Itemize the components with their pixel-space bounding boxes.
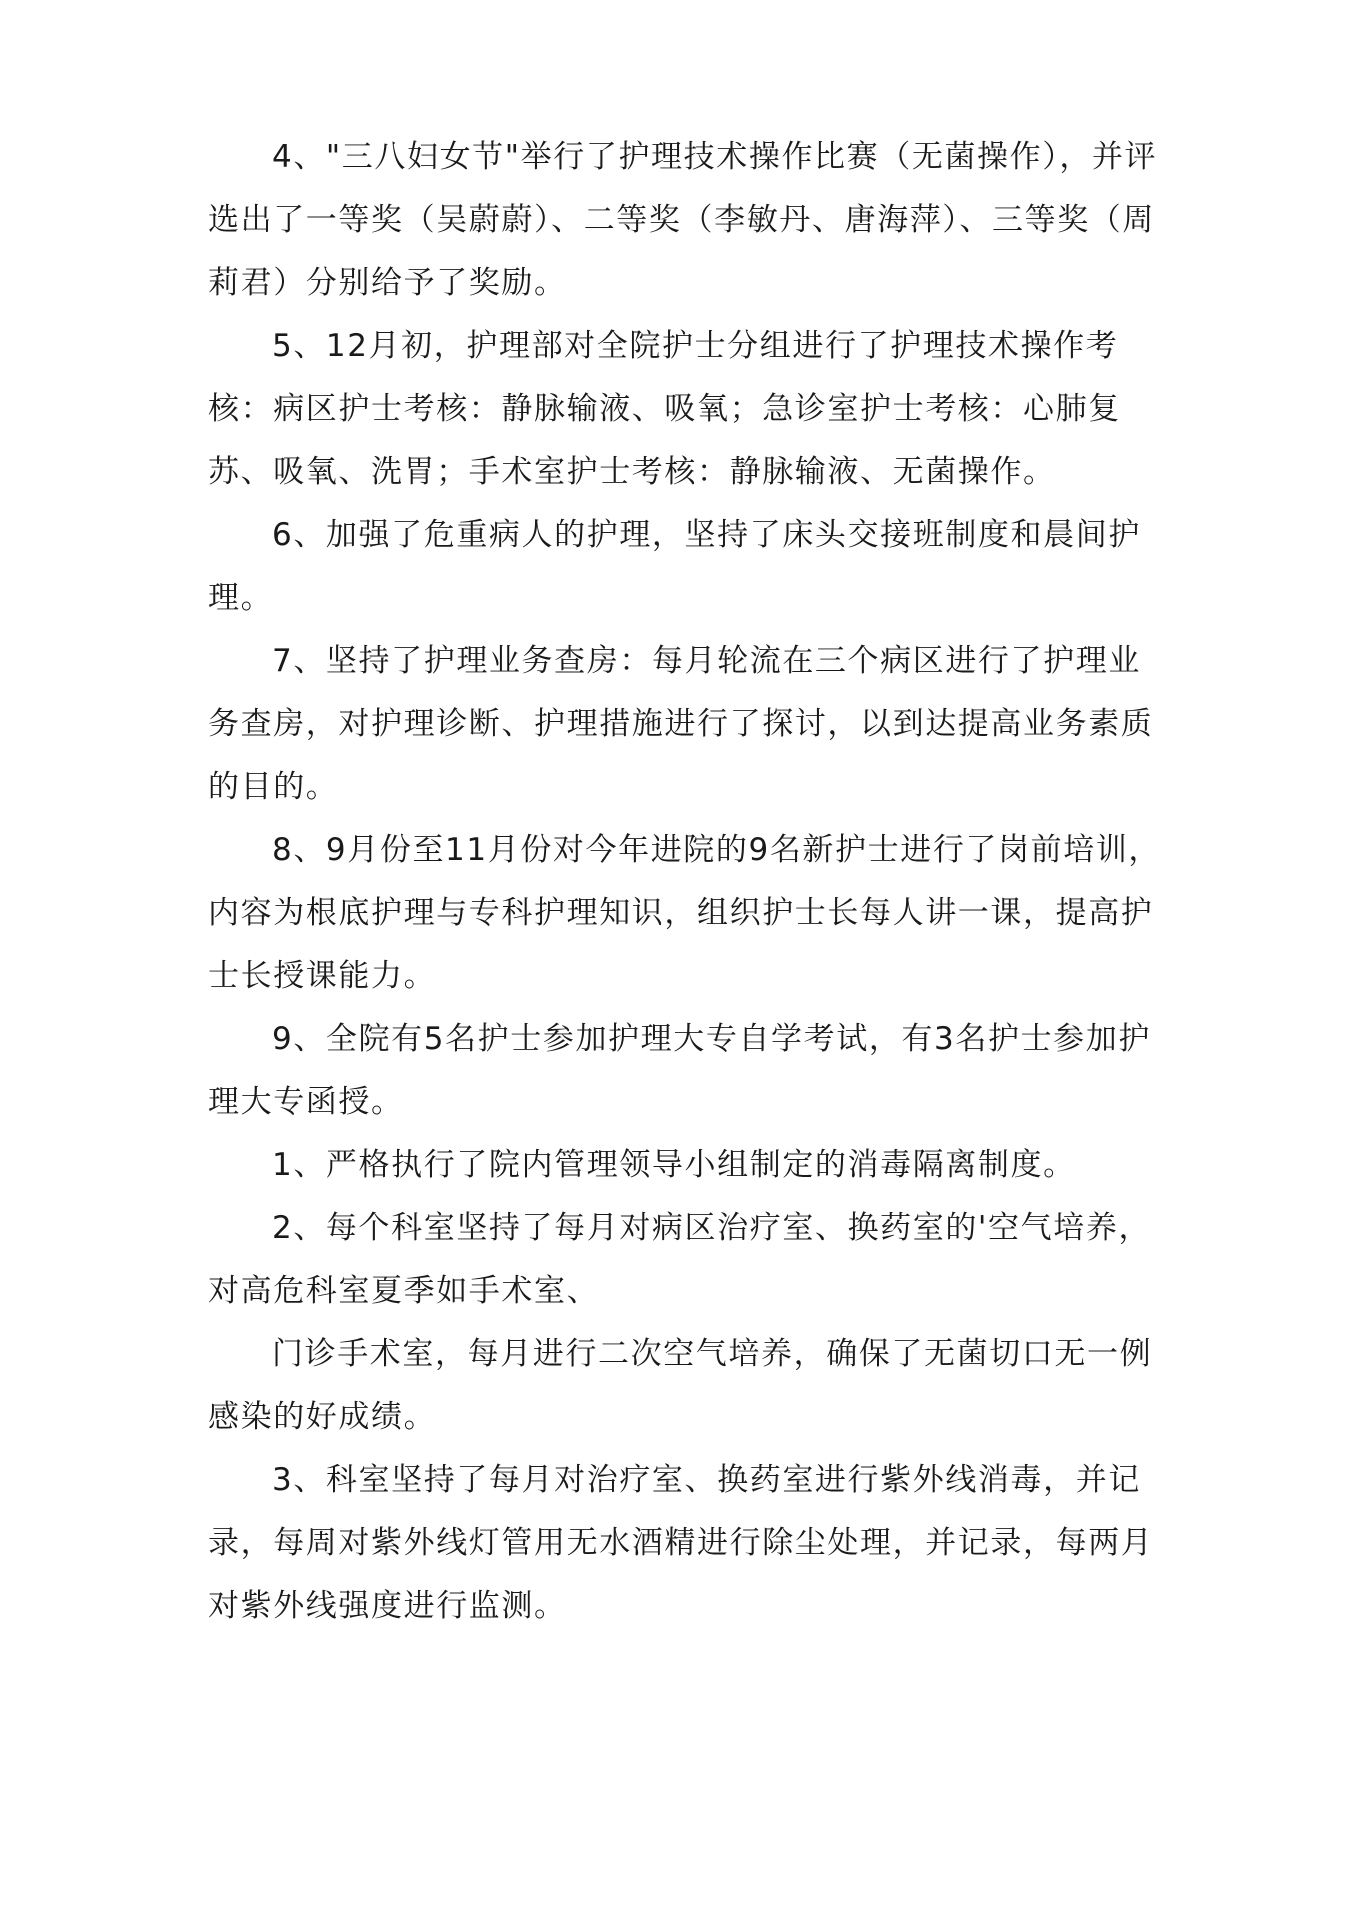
paragraph-item-1: 1、严格执行了院内管理领导小组制定的消毒隔离制度。	[272, 1147, 1076, 1183]
paragraph-item-7: 7、坚持了护理业务查房：每月轮流在三个病区进行了护理业务查房，对护理诊断、护理措施进行了探讨，以到达提高业务素质的目的。	[208, 643, 1154, 805]
paragraph-item-2: 2、每个科室坚持了每月对病区治疗室、换药室的'空气培养，对高危科室夏季如手术室、	[208, 1210, 1152, 1309]
paragraph-item-8: 8、9月份至11月份对今年进院的9名新护士进行了岗前培训，内容为根底护理与专科护理知识，组织护士长每人讲一课，提高护士长授课能力。	[208, 832, 1162, 994]
paragraph-item-6: 6、加强了危重病人的护理，坚持了床头交接班制度和晨间护理。	[208, 517, 1141, 616]
paragraph-item-4: 4、"三八妇女节"举行了护理技术操作比赛（无菌操作），并评选出了一等奖（吴蔚蔚）、二等奖（李敏丹、唐海萍）、三等奖（周莉君）分别给予了奖励。	[208, 139, 1158, 301]
paragraph-item-5: 5、12月初，护理部对全院护士分组进行了护理技术操作考核：病区护士考核：静脉输液、吸氧；急诊室护士考核：心肺复苏、吸氧、洗胃；手术室护士考核：静脉输液、无菌操作。	[208, 328, 1121, 490]
paragraph-item-9: 9、全院有5名护士参加护理大专自学考试，有3名护士参加护理大专函授。	[208, 1021, 1151, 1120]
paragraph-item-2-continued: 门诊手术室，每月进行二次空气培养，确保了无菌切口无一例感染的好成绩。	[208, 1336, 1153, 1435]
document-body	[208, 126, 1168, 1638]
paragraph-item-3: 3、科室坚持了每月对治疗室、换药室进行紫外线消毒，并记录，每周对紫外线灯管用无水酒精进行除尘处理，并记录，每两月对紫外线强度进行监测。	[208, 1462, 1154, 1624]
